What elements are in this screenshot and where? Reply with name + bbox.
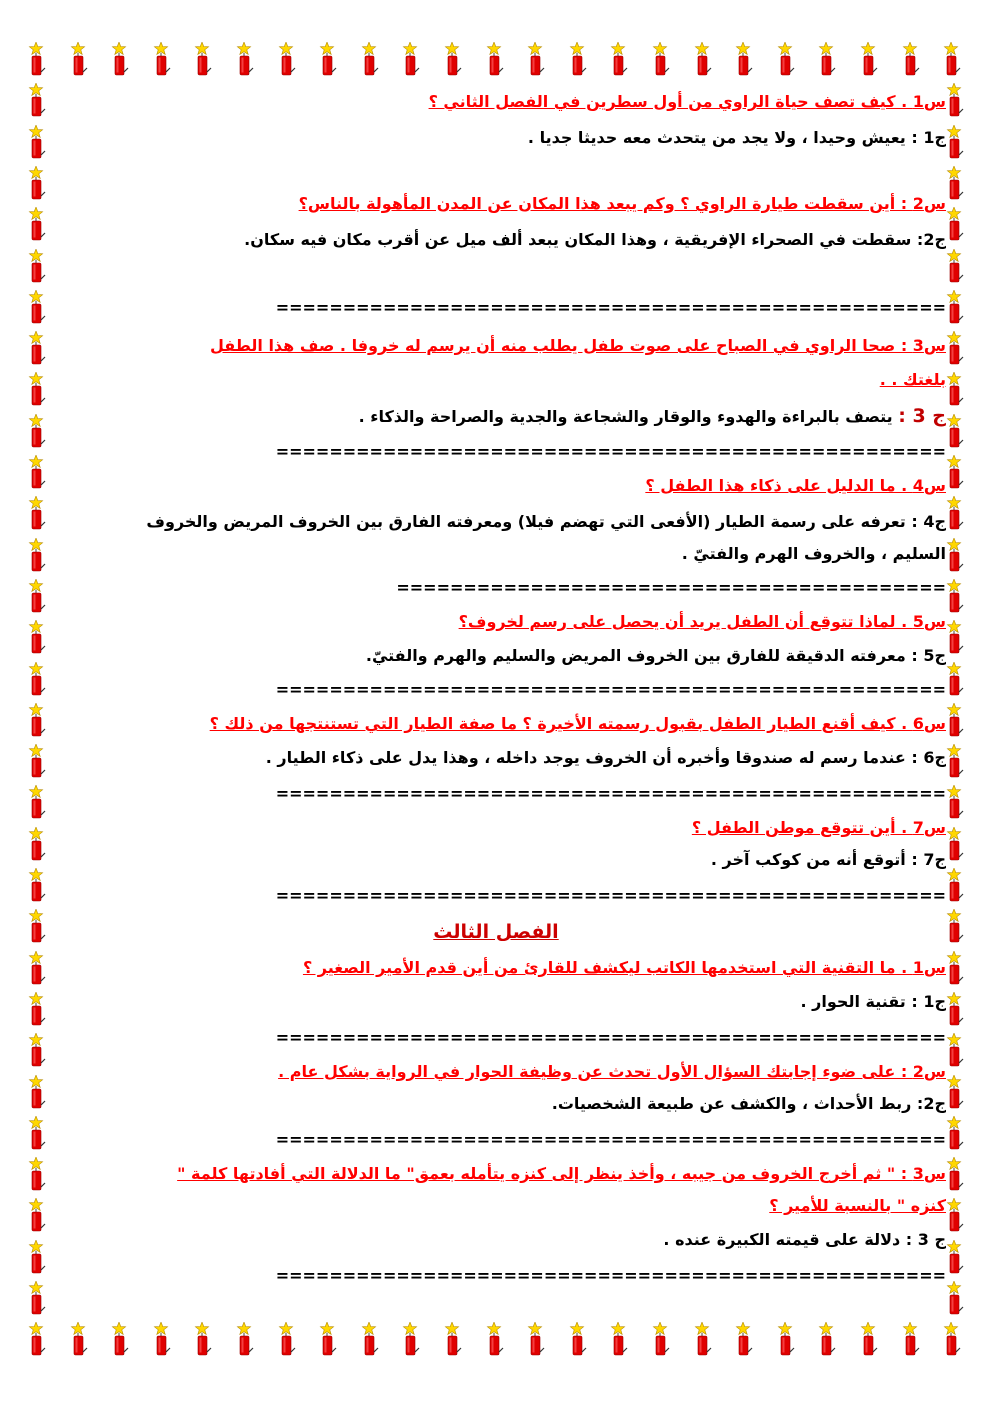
answer-4-continued: السليم ، والخروف الهرم والفتيّ .	[681, 544, 946, 563]
candle-with-star-icon	[946, 207, 966, 241]
candle-with-star-icon	[946, 249, 966, 283]
candle-with-star-icon	[28, 620, 48, 654]
answer-5: ج5 : معرفته الدقيقة للفارق بين الخروف المريض والسليم والهرم والفتيّ.	[365, 646, 946, 665]
candle-with-star-icon	[735, 42, 755, 76]
candle-with-star-icon	[70, 1322, 90, 1356]
question-3-continued: بلغتك . .	[879, 370, 946, 389]
candle-with-star-icon	[28, 83, 48, 117]
answer-3	[46, 402, 946, 430]
question-4: س4 . ما الدليل على ذكاء هذا الطفل ؟	[645, 476, 946, 495]
candle-with-star-icon	[361, 1322, 381, 1356]
candle-with-star-icon	[28, 868, 48, 902]
candle-with-star-icon	[111, 42, 131, 76]
separator: ==================================================	[275, 1028, 946, 1047]
candle-with-star-icon	[946, 662, 966, 696]
answer-3-text: يتصف بالبراءة والهدوء والوقار والشجاعة والجدية والصراحة والذكاء .	[358, 407, 899, 426]
question-6: س6 . كيف أقنع الطيار الطفل بقبول رسمته الأخيرة ؟ ما صفة الطيار التي تستنتجها من ذلك ؟	[209, 714, 946, 733]
chapter-3-answer-3: ج 3 : دلالة على قيمته الكبيرة عنده .	[663, 1230, 946, 1249]
candle-with-star-icon	[569, 1322, 589, 1356]
candle-with-star-icon	[946, 455, 966, 489]
candle-with-star-icon	[527, 1322, 547, 1356]
candle-with-star-icon	[946, 827, 966, 861]
candle-with-star-icon	[943, 42, 963, 76]
question-7: س7 . أين تتوقع موطن الطفل ؟	[691, 818, 946, 837]
candle-with-star-icon	[278, 1322, 298, 1356]
candle-with-star-icon	[28, 1198, 48, 1232]
candle-with-star-icon	[527, 42, 547, 76]
candle-with-star-icon	[946, 992, 966, 1026]
separator: ==================================================	[275, 886, 946, 905]
candle-with-star-icon	[28, 1033, 48, 1067]
candle-with-star-icon	[111, 1322, 131, 1356]
candle-with-star-icon	[361, 42, 381, 76]
candle-with-star-icon	[28, 1116, 48, 1150]
candle-with-star-icon	[946, 125, 966, 159]
separator: ==================================================	[275, 442, 946, 461]
candle-with-star-icon	[28, 785, 48, 819]
candle-with-star-icon	[946, 1033, 966, 1067]
candle-with-star-icon	[946, 579, 966, 613]
candle-with-star-icon	[486, 1322, 506, 1356]
candle-with-star-icon	[652, 1322, 672, 1356]
candle-with-star-icon	[946, 951, 966, 985]
candle-with-star-icon	[28, 662, 48, 696]
candle-with-star-icon	[777, 1322, 797, 1356]
candle-with-star-icon	[319, 42, 339, 76]
answer-7: ج7 : أتوقع أنه من كوكب آخر .	[710, 850, 946, 869]
candle-with-star-icon	[943, 1322, 963, 1356]
candle-with-star-icon	[610, 42, 630, 76]
candle-with-star-icon	[444, 1322, 464, 1356]
candle-with-star-icon	[28, 414, 48, 448]
candle-with-star-icon	[946, 909, 966, 943]
candle-with-star-icon	[946, 331, 966, 365]
candle-with-star-icon	[946, 1198, 966, 1232]
chapter-3-question-1: س1 . ما التقنية التي استخدمها الكاتب ليكشف للقارئ من أين قدم الأمير الصغير ؟	[302, 958, 946, 977]
candle-with-star-icon	[70, 42, 90, 76]
question-2: س2 : أين سقطت طيارة الراوي ؟ وكم يبعد هذا المكان عن المدن المأهولة بالناس؟	[298, 194, 946, 213]
candle-with-star-icon	[946, 372, 966, 406]
separator: ==================================================	[275, 784, 946, 803]
candle-with-star-icon	[28, 909, 48, 943]
candle-with-star-icon	[818, 42, 838, 76]
candle-with-star-icon	[652, 42, 672, 76]
candle-with-star-icon	[278, 42, 298, 76]
candle-with-star-icon	[194, 1322, 214, 1356]
candle-with-star-icon	[777, 42, 797, 76]
candle-with-star-icon	[319, 1322, 339, 1356]
candle-with-star-icon	[486, 42, 506, 76]
candle-with-star-icon	[946, 166, 966, 200]
candle-with-star-icon	[28, 290, 48, 324]
candle-with-star-icon	[28, 496, 48, 530]
separator: ==================================================	[275, 298, 946, 317]
candle-with-star-icon	[610, 1322, 630, 1356]
candle-with-star-icon	[28, 827, 48, 861]
candle-with-star-icon	[946, 496, 966, 530]
candle-with-star-icon	[28, 207, 48, 241]
answer-2: ج2: سقطت في الصحراء الإفريقية ، وهذا المكان يبعد ألف ميل عن أقرب مكان فيه سكان.	[244, 230, 946, 249]
separator: ==================================================	[275, 1266, 946, 1285]
chapter-3-question-3-continued: كنزه " بالنسبة للأمير ؟	[769, 1196, 946, 1215]
candle-with-star-icon	[946, 868, 966, 902]
candle-with-star-icon	[946, 785, 966, 819]
candle-with-star-icon	[28, 125, 48, 159]
candle-with-star-icon	[694, 42, 714, 76]
candle-with-star-icon	[946, 1157, 966, 1191]
candle-with-star-icon	[28, 249, 48, 283]
candle-with-star-icon	[946, 744, 966, 778]
candle-with-star-icon	[194, 42, 214, 76]
candle-with-star-icon	[946, 290, 966, 324]
answer-6: ج6 : عندما رسم له صندوقا وأخبره أن الخروف يوجد داخله ، وهذا يدل على ذكاء الطيار .	[265, 748, 946, 767]
candle-with-star-icon	[946, 1240, 966, 1274]
document-body	[46, 88, 946, 1308]
candle-with-star-icon	[153, 42, 173, 76]
candle-with-star-icon	[236, 42, 256, 76]
answer-3-label: ج 3 :	[898, 405, 946, 427]
candle-with-star-icon	[946, 1116, 966, 1150]
candle-with-star-icon	[902, 1322, 922, 1356]
candle-with-star-icon	[860, 42, 880, 76]
candle-with-star-icon	[28, 42, 48, 76]
separator: ==================================================	[275, 1130, 946, 1149]
chapter-3-question-3: س3 : " ثم أخرج الخروف من جيبه ، وأخذ ينظر إلى كنزه يتأمله بعمق" ما الدلالة التي أفادتها كلمة "	[177, 1164, 946, 1183]
candle-with-star-icon	[28, 166, 48, 200]
chapter-3-answer-1: ج1 : تقنية الحوار .	[800, 992, 946, 1011]
candle-with-star-icon	[818, 1322, 838, 1356]
answer-4: ج4 : تعرفه على رسمة الطيار (الأفعى التي تهضم فيلا) ومعرفته الفارق بين الخروف المريض والخروف	[146, 512, 946, 531]
candle-with-star-icon	[28, 579, 48, 613]
candle-with-star-icon	[860, 1322, 880, 1356]
separator: ==================================================	[275, 680, 946, 699]
chapter-3-question-2: س2 : على ضوء إجابتك السؤال الأول تحدث عن وظيفة الحوار في الرواية بشكل عام .	[278, 1062, 946, 1081]
candle-with-star-icon	[946, 538, 966, 572]
candle-with-star-icon	[569, 42, 589, 76]
candle-with-star-icon	[28, 1075, 48, 1109]
candle-with-star-icon	[28, 1240, 48, 1274]
candle-with-star-icon	[236, 1322, 256, 1356]
candle-with-star-icon	[402, 1322, 422, 1356]
question-3: س3 : صحا الراوي في الصباح على صوت طفل يطلب منه أن يرسم له خروفا . صف هذا الطفل	[210, 336, 946, 355]
candle-with-star-icon	[946, 1281, 966, 1315]
chapter-3-title: الفصل الثالث	[433, 921, 559, 943]
candle-with-star-icon	[28, 703, 48, 737]
chapter-3-answer-2: ج2: ربط الأحداث ، والكشف عن طبيعة الشخصيات.	[551, 1094, 946, 1113]
candle-with-star-icon	[402, 42, 422, 76]
answer-1: ج1 : يعيش وحيدا ، ولا يجد من يتحدث معه حديثا جديا .	[527, 128, 946, 147]
candle-with-star-icon	[946, 1075, 966, 1109]
candle-with-star-icon	[28, 744, 48, 778]
candle-with-star-icon	[153, 1322, 173, 1356]
candle-with-star-icon	[28, 372, 48, 406]
question-1: س1 . كيف تصف حياة الراوي من أول سطرين في الفصل الثاني ؟	[428, 92, 946, 111]
candle-with-star-icon	[735, 1322, 755, 1356]
candle-with-star-icon	[28, 951, 48, 985]
candle-with-star-icon	[28, 538, 48, 572]
candle-with-star-icon	[902, 42, 922, 76]
candle-with-star-icon	[28, 455, 48, 489]
candle-with-star-icon	[28, 1322, 48, 1356]
candle-with-star-icon	[946, 620, 966, 654]
candle-with-star-icon	[694, 1322, 714, 1356]
candle-with-star-icon	[946, 414, 966, 448]
candle-with-star-icon	[946, 703, 966, 737]
candle-with-star-icon	[28, 1281, 48, 1315]
candle-with-star-icon	[28, 331, 48, 365]
candle-with-star-icon	[444, 42, 464, 76]
separator-short: =========================================	[396, 578, 946, 597]
candle-with-star-icon	[28, 1157, 48, 1191]
candle-with-star-icon	[28, 992, 48, 1026]
question-5: س5 . لماذا تتوقع أن الطفل يريد أن يحصل على رسم لخروف؟	[458, 612, 946, 631]
candle-with-star-icon	[946, 83, 966, 117]
